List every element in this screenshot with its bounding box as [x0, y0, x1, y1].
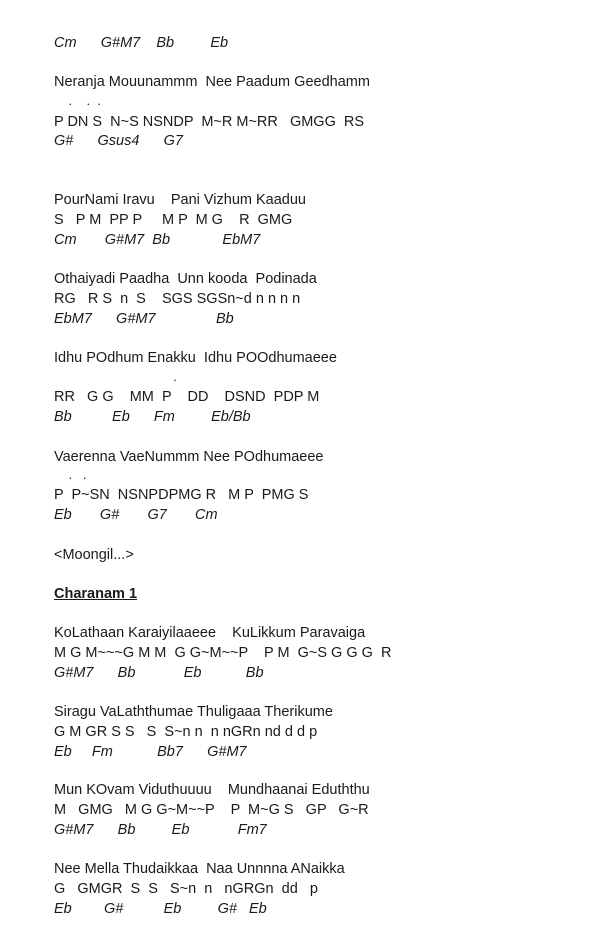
notes-line: S P M PP P M P M G R GMG	[54, 212, 293, 228]
lyric-line: KoLathaan Karaiyilaaeee KuLikkum Paravaiga	[54, 625, 366, 641]
lyric-line: Nee Mella Thudaikkaa Naa Unnnna ANaikka	[54, 861, 345, 877]
chord-line: Eb G# Eb G# Eb	[54, 901, 267, 917]
chord-line: EbM7 G#M7 Bb	[54, 311, 234, 327]
chord-line: Eb G# G7 Cm	[54, 507, 218, 523]
octave-dots: . .	[54, 467, 87, 482]
notes-line: M G M~~~G M M G G~M~~P P M G~S G G G R	[54, 645, 392, 661]
chord-line: Bb Eb Fm Eb/Bb	[54, 409, 251, 425]
lyric-line: Siragu VaLaththumae Thuligaaa Therikume	[54, 704, 333, 720]
section-marker: <Moongil...>	[54, 547, 134, 563]
lyric-line: Idhu POdhum Enakku Idhu POOdhumaeee	[54, 350, 337, 366]
lyric-line: Neranja Mouunammm Nee Paadum Geedhamm	[54, 74, 370, 90]
octave-dots: .	[54, 369, 177, 384]
notes-line: P P~SN NSNPDPMG R M P PMG S	[54, 487, 309, 503]
lyric-line: Mun KOvam Viduthuuuu Mundhaanai Eduththu	[54, 782, 370, 798]
chord-line: Eb Fm Bb7 G#M7	[54, 744, 247, 760]
chord-line: Cm G#M7 Bb EbM7	[54, 232, 261, 248]
notes-line: G GMGR S S S~n n nGRGn dd p	[54, 881, 318, 897]
notes-line: P DN S N~S NSNDP M~R M~RR GMGG RS	[54, 114, 365, 130]
notes-line: RR G G MM P DD DSND PDP M	[54, 389, 320, 405]
notes-line: M GMG M G G~M~~P P M~G S GP G~R	[54, 802, 369, 818]
notes-line: G M GR S S S S~n n n nGRn nd d d p	[54, 724, 318, 740]
lyric-line: Othaiyadi Paadha Unn kooda Podinada	[54, 271, 317, 287]
chord-line: Cm G#M7 Bb Eb	[54, 35, 229, 51]
chord-line: G# Gsus4 G7	[54, 133, 183, 149]
chord-line: G#M7 Bb Eb Bb	[54, 665, 264, 681]
lyric-line: PourNami Iravu Pani Vizhum Kaaduu	[54, 192, 307, 208]
chord-line: G#M7 Bb Eb Fm7	[54, 822, 267, 838]
notes-line: RG R S n S SGS SGSn~d n n n n	[54, 291, 301, 307]
section-heading: Charanam 1	[54, 586, 138, 602]
octave-dots: . . .	[54, 93, 101, 108]
lyric-line: Vaerenna VaeNummm Nee POdhumaeee	[54, 449, 324, 465]
